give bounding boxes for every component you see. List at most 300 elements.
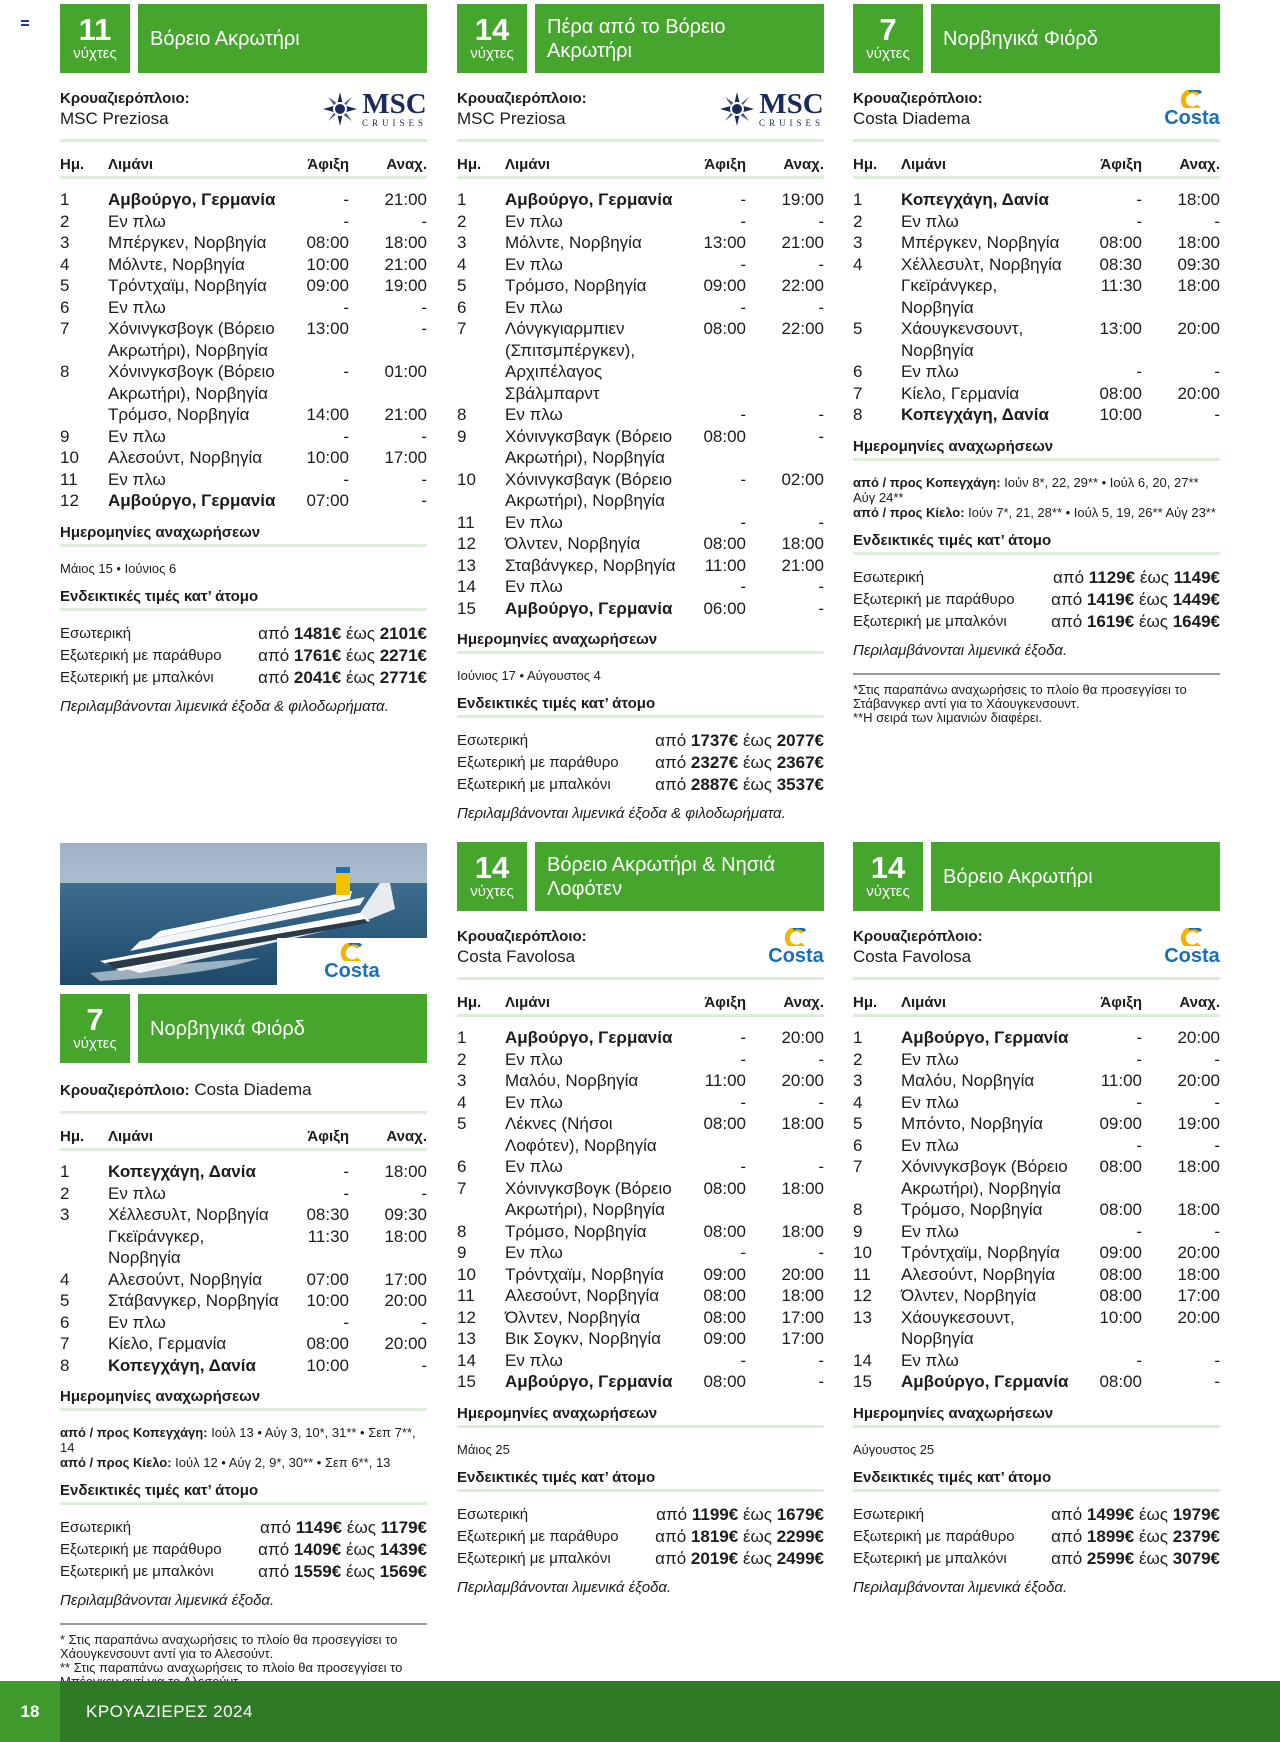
port-cell: Τρόμσο, Νορβηγία bbox=[505, 1221, 647, 1241]
departure-cell: - bbox=[818, 297, 824, 317]
itinerary-row bbox=[60, 1333, 427, 1355]
day-cell: 8 bbox=[853, 1200, 863, 1219]
price-range bbox=[637, 774, 825, 796]
nights-count: 14 bbox=[870, 850, 906, 885]
nights-badge bbox=[457, 4, 527, 73]
from-label: από bbox=[258, 645, 290, 665]
itinerary-row bbox=[60, 1161, 427, 1183]
port-cell: Μπέργκεν, Νορβηγία bbox=[901, 233, 1060, 252]
from-label: από bbox=[258, 667, 290, 687]
nights-count: 14 bbox=[474, 12, 510, 47]
port-cell: Μαλόυ, Νορβηγία bbox=[505, 1071, 639, 1090]
cabin-type: Εσωτερική bbox=[457, 732, 529, 749]
itinerary-row bbox=[457, 232, 824, 254]
price-max: 2367€ bbox=[776, 753, 824, 772]
nights-badge bbox=[853, 842, 923, 911]
departure-cell: - bbox=[421, 211, 427, 231]
day-cell: 3 bbox=[60, 233, 70, 252]
port-cell: Χάουγκεσουντ, Νορβηγία bbox=[901, 1307, 1015, 1348]
day-cell: 8 bbox=[60, 362, 70, 381]
port-cell: Μπέργκεν, Νορβηγία bbox=[108, 233, 267, 252]
footnotes bbox=[853, 673, 1220, 725]
day-cell bbox=[853, 275, 901, 318]
port-cell: Αμβούργο, Γερμανία bbox=[901, 1372, 1069, 1391]
page-number: 18 bbox=[0, 1681, 60, 1742]
departure-cell: 21:00 bbox=[384, 405, 427, 424]
ship-name: Costa Favolosa bbox=[853, 947, 972, 966]
departure-cell: - bbox=[421, 1312, 427, 1332]
price-min: 1499€ bbox=[1086, 1504, 1135, 1524]
itinerary-table bbox=[60, 1124, 427, 1376]
price-min: 2041€ bbox=[293, 667, 342, 687]
ship-info bbox=[457, 927, 587, 967]
price-min: 1149€ bbox=[295, 1518, 343, 1537]
day-cell: 2 bbox=[853, 1049, 863, 1069]
itinerary-row bbox=[457, 1113, 824, 1156]
day-cell: 3 bbox=[853, 233, 863, 252]
costa-wordmark: Costa bbox=[324, 959, 380, 982]
day-cell: 10 bbox=[457, 1264, 476, 1284]
arrival-cell: - bbox=[343, 362, 349, 381]
port-cell: Όλντεν, Νορβηγία bbox=[505, 534, 641, 553]
port-cell: Γκεϊράνγκερ, Νορβηγία bbox=[108, 1226, 205, 1267]
cabin-type: Εξωτερική με παράθυρο bbox=[60, 1541, 222, 1558]
price-max: 1149€ bbox=[1173, 567, 1220, 587]
departure-cell: 17:00 bbox=[384, 1269, 427, 1289]
departure-cell: 18:00 bbox=[1177, 276, 1220, 295]
day-cell: 9 bbox=[457, 426, 467, 446]
departure-cell: 22:00 bbox=[781, 276, 824, 295]
cabin-type: Εξωτερική με παράθυρο bbox=[60, 646, 222, 664]
ship-info bbox=[457, 89, 587, 129]
port-cell: Αμβούργο, Γερμανία bbox=[505, 190, 673, 209]
price-range bbox=[240, 1561, 428, 1583]
prices-heading: Ενδεικτικές τιμές κατ’ άτομο bbox=[853, 1467, 1220, 1492]
price-row bbox=[60, 645, 427, 667]
ship-row bbox=[853, 925, 1220, 980]
itinerary-row bbox=[457, 1242, 824, 1264]
day-cell: 11 bbox=[60, 469, 78, 489]
arrival-cell: 11:00 bbox=[704, 1071, 746, 1090]
ship-row bbox=[457, 925, 824, 980]
price-row bbox=[60, 667, 427, 689]
price-min: 2019€ bbox=[690, 1548, 739, 1568]
prices-heading: Ενδεικτικές τιμές κατ’ άτομο bbox=[853, 530, 1220, 555]
itinerary-row bbox=[853, 189, 1220, 211]
itinerary-row bbox=[60, 1204, 427, 1226]
to-label: έως bbox=[346, 1518, 376, 1537]
port-cell: Κοπεγχάγη, Δανία bbox=[901, 405, 1049, 424]
itinerary-row bbox=[457, 555, 824, 577]
price-row bbox=[457, 1526, 824, 1548]
itinerary-row bbox=[457, 318, 824, 404]
itinerary-header-row bbox=[457, 990, 824, 1016]
departure-cell: 19:00 bbox=[781, 190, 824, 209]
cruise-title: Νορβηγικά Φιόρδ bbox=[138, 994, 427, 1063]
itinerary-row bbox=[60, 275, 427, 297]
day-cell: 7 bbox=[457, 319, 467, 338]
arrival-cell: - bbox=[740, 405, 746, 424]
day-cell: 15 bbox=[457, 1372, 476, 1391]
price-max: 2101€ bbox=[379, 623, 427, 643]
prices-heading: Ενδεικτικές τιμές κατ’ άτομο bbox=[457, 693, 824, 718]
port-cell: Εν πλω bbox=[901, 1221, 959, 1241]
price-max: 1679€ bbox=[776, 1504, 824, 1524]
included-note: Περιλαμβάνονται λιμενικά έξοδα & φιλοδωρήματα. bbox=[457, 805, 786, 822]
price-range bbox=[1033, 1504, 1221, 1526]
prices-table bbox=[457, 730, 824, 796]
port-cell: Χόνινγκσβογκ (Βόρειο Ακρωτήρι), Νορβηγία bbox=[108, 319, 275, 360]
prices-heading: Ενδεικτικές τιμές κατ’ άτομο bbox=[457, 1467, 824, 1492]
col-port: Λιμάνι bbox=[108, 152, 279, 178]
spacer-row bbox=[457, 178, 824, 190]
from-label: από bbox=[258, 623, 290, 643]
costa-logo bbox=[1164, 928, 1220, 966]
arrival-cell: - bbox=[740, 1049, 746, 1069]
ship-row bbox=[60, 87, 427, 142]
departure-line bbox=[853, 1442, 1220, 1457]
departure-cell: - bbox=[421, 1183, 427, 1203]
costa-c-icon bbox=[1177, 928, 1207, 946]
itinerary-row bbox=[853, 1242, 1220, 1264]
day-cell: 4 bbox=[60, 1269, 70, 1289]
departure-cell: - bbox=[1214, 1221, 1220, 1241]
port-cell: Τρόντχαϊμ, Νορβηγία bbox=[108, 276, 267, 295]
departure-cell: 18:00 bbox=[1177, 1157, 1220, 1176]
arrival-cell: - bbox=[343, 211, 349, 231]
arrival-cell: - bbox=[1136, 211, 1142, 231]
departure-cell: - bbox=[1214, 1350, 1220, 1370]
departure-cell: - bbox=[818, 1350, 824, 1370]
port-cell: Κίελο, Γερμανία bbox=[901, 383, 1020, 403]
itinerary-row bbox=[457, 598, 824, 620]
msc-compass-icon bbox=[322, 91, 358, 127]
costa-wordmark: Costa bbox=[768, 945, 824, 967]
msc-logo bbox=[322, 87, 427, 128]
departure-cell: - bbox=[818, 1243, 824, 1262]
itinerary-table bbox=[457, 152, 824, 619]
from-label: από bbox=[655, 731, 687, 750]
msc-logo bbox=[719, 87, 824, 128]
departure-cell: 22:00 bbox=[781, 319, 824, 338]
departure-line bbox=[457, 1442, 824, 1457]
departure-cell: 18:00 bbox=[781, 534, 824, 553]
day-cell: 9 bbox=[60, 426, 70, 446]
arrival-cell: 11:00 bbox=[704, 555, 746, 575]
day-cell: 12 bbox=[457, 1307, 476, 1327]
to-label: έως bbox=[345, 1562, 375, 1581]
departure-dates bbox=[853, 1442, 1220, 1457]
port-cell: Εν πλω bbox=[901, 211, 959, 231]
arrival-cell: - bbox=[343, 469, 349, 489]
price-row bbox=[853, 1548, 1220, 1570]
price-min: 1129€ bbox=[1088, 567, 1136, 587]
itinerary-row bbox=[853, 383, 1220, 405]
price-range bbox=[240, 667, 428, 689]
itinerary-row bbox=[853, 1307, 1220, 1350]
arrival-cell: - bbox=[343, 1162, 349, 1181]
departure-cell: 18:00 bbox=[384, 1226, 427, 1246]
cabin-type: Εξωτερική με μπαλκόνι bbox=[853, 612, 1007, 630]
col-departure: Αναχ. bbox=[1150, 152, 1220, 178]
arrival-cell: 10:00 bbox=[306, 1355, 349, 1375]
port-cell: Τρόντχαϊμ, Νορβηγία bbox=[901, 1243, 1060, 1262]
day-cell: 6 bbox=[60, 1312, 70, 1332]
day-cell: 3 bbox=[60, 1205, 70, 1224]
price-range bbox=[1033, 1548, 1221, 1570]
price-max: 2379€ bbox=[1172, 1526, 1220, 1546]
price-row bbox=[457, 752, 824, 774]
departure-cell: 20:00 bbox=[1177, 319, 1220, 338]
price-range bbox=[637, 1548, 825, 1570]
arrival-cell: 07:00 bbox=[306, 1269, 349, 1289]
itinerary-row bbox=[853, 1070, 1220, 1092]
included-note: Περιλαμβάνονται λιμενικά έξοδα. bbox=[60, 1592, 275, 1609]
departure-cell: 18:00 bbox=[1177, 233, 1220, 252]
day-cell: 7 bbox=[457, 1178, 467, 1198]
arrival-cell: - bbox=[740, 1092, 746, 1112]
ship-label: Κρουαζιερόπλοιο: bbox=[60, 90, 190, 107]
itinerary-row bbox=[457, 1285, 824, 1307]
col-arrival: Άφιξη bbox=[676, 990, 754, 1016]
departure-cell: 20:00 bbox=[1177, 1307, 1220, 1327]
col-day: Ημ. bbox=[457, 152, 505, 178]
cabin-type: Εσωτερική bbox=[60, 1519, 132, 1536]
day-cell: 7 bbox=[60, 1334, 70, 1353]
departure-cell: 09:30 bbox=[384, 1205, 427, 1224]
arrival-cell: 10:00 bbox=[306, 448, 349, 467]
itinerary-row bbox=[853, 1135, 1220, 1157]
port-cell: Χόνινγκσβογκ (Βόρειο Ακρωτήρι), Νορβηγία bbox=[505, 1178, 672, 1219]
to-label: έως bbox=[345, 1540, 375, 1559]
port-cell: Χέλλεσυλτ, Νορβηγία bbox=[901, 254, 1062, 274]
itinerary-row bbox=[457, 576, 824, 598]
included-note: Περιλαμβάνονται λιμενικά έξοδα. bbox=[457, 1578, 672, 1596]
departure-cell: 19:00 bbox=[384, 276, 427, 295]
port-cell: Μαλόυ, Νορβηγία bbox=[901, 1071, 1035, 1090]
arrival-cell: 08:00 bbox=[703, 319, 746, 338]
departure-dates bbox=[457, 1442, 824, 1457]
port-cell: Χάουγκενσουντ, Νορβηγία bbox=[901, 319, 1024, 360]
itinerary-row bbox=[60, 1312, 427, 1334]
day-cell: 2 bbox=[60, 211, 70, 231]
arrival-cell: 08:00 bbox=[1099, 1286, 1142, 1305]
day-cell: 7 bbox=[60, 319, 70, 338]
port-cell: Αλεσούντ, Νορβηγία bbox=[505, 1286, 660, 1305]
to-label: έως bbox=[1138, 1526, 1168, 1546]
cabin-type: Εξωτερική με μπαλκόνι bbox=[853, 1549, 1007, 1567]
to-label: έως bbox=[742, 775, 772, 794]
arrival-cell: - bbox=[343, 1312, 349, 1332]
costa-logo bbox=[324, 943, 380, 981]
price-max: 3537€ bbox=[776, 775, 824, 794]
arrival-cell: - bbox=[1136, 1350, 1142, 1370]
arrival-cell: - bbox=[343, 297, 349, 317]
price-row bbox=[60, 1539, 427, 1561]
costa-c-icon bbox=[781, 928, 811, 946]
departure-cell: 18:00 bbox=[384, 1162, 427, 1181]
arrival-cell: 13:00 bbox=[1099, 319, 1142, 338]
itinerary-row bbox=[457, 1156, 824, 1178]
departure-cell: 21:00 bbox=[781, 233, 824, 252]
itinerary-table bbox=[457, 990, 824, 1393]
departure-dates-text: Μάιος 15 • Ιούνιος 6 bbox=[60, 560, 177, 576]
cruise-title: Πέρα από το Βόρειο Ακρωτήρι bbox=[535, 4, 824, 73]
arrival-cell: 10:00 bbox=[306, 1291, 349, 1310]
price-range bbox=[1033, 611, 1221, 633]
to-label: έως bbox=[742, 753, 772, 772]
itinerary-row bbox=[457, 1371, 824, 1393]
price-min: 1481€ bbox=[293, 623, 342, 643]
itinerary-header-row bbox=[853, 990, 1220, 1016]
arrival-cell: 08:00 bbox=[703, 534, 746, 553]
itinerary-row bbox=[457, 1178, 824, 1221]
col-arrival: Άφιξη bbox=[1072, 152, 1150, 178]
price-range bbox=[240, 1539, 428, 1561]
col-day: Ημ. bbox=[60, 1124, 108, 1150]
departure-cell: 18:00 bbox=[1177, 1264, 1220, 1284]
departure-cell: - bbox=[1214, 1092, 1220, 1112]
departures-heading: Ημερομηνίες αναχωρήσεων bbox=[457, 629, 824, 654]
departure-port: από / προς Κοπεγχάγη: bbox=[60, 1425, 208, 1440]
departure-port: από / προς Κίελο: bbox=[853, 504, 965, 520]
col-day: Ημ. bbox=[60, 152, 108, 178]
col-day: Ημ. bbox=[853, 152, 901, 178]
itinerary-row bbox=[60, 361, 427, 404]
nights-count: 11 bbox=[78, 12, 112, 47]
day-cell bbox=[60, 404, 108, 426]
arrival-cell: - bbox=[740, 190, 746, 209]
nights-label: νύχτες bbox=[470, 883, 514, 900]
price-row bbox=[457, 730, 824, 752]
itinerary-table bbox=[60, 152, 427, 512]
col-arrival: Άφιξη bbox=[1072, 990, 1150, 1016]
departure-cell: - bbox=[421, 297, 427, 317]
arrival-cell: 09:00 bbox=[703, 1329, 746, 1348]
price-max: 2499€ bbox=[776, 1548, 824, 1568]
from-label: από bbox=[656, 1504, 688, 1524]
costa-c-icon bbox=[1177, 90, 1207, 108]
departure-cell: 17:00 bbox=[1177, 1286, 1220, 1305]
day-cell: 6 bbox=[853, 362, 863, 381]
port-cell: Εν πλω bbox=[901, 1049, 959, 1069]
departure-cell: - bbox=[818, 426, 824, 446]
cabin-type: Εξωτερική με μπαλκόνι bbox=[60, 668, 214, 686]
port-cell: Εν πλω bbox=[505, 1049, 563, 1069]
day-cell: 1 bbox=[853, 190, 863, 209]
cruise-title: Βόρειο Ακρωτήρι bbox=[931, 842, 1220, 911]
nights-count: 7 bbox=[879, 12, 897, 47]
cabin-type: Εσωτερική bbox=[457, 1505, 529, 1523]
itinerary-row bbox=[457, 1049, 824, 1071]
departure-dates-text: Αύγουστος 25 bbox=[853, 1441, 935, 1457]
itinerary-row bbox=[60, 1183, 427, 1205]
nights-label: νύχτες bbox=[866, 883, 910, 900]
departure-cell: 19:00 bbox=[1177, 1114, 1220, 1133]
port-cell: Αλεσούντ, Νορβηγία bbox=[108, 1269, 263, 1289]
from-label: από bbox=[258, 1562, 290, 1581]
from-label: από bbox=[1051, 589, 1083, 609]
day-cell: 8 bbox=[457, 1221, 467, 1241]
from-label: από bbox=[1051, 611, 1083, 631]
port-cell: Εν πλω bbox=[108, 211, 166, 231]
port-cell: Εν πλω bbox=[505, 1092, 563, 1112]
arrival-cell: 10:00 bbox=[306, 254, 349, 274]
col-port: Λιμάνι bbox=[108, 1124, 279, 1150]
port-cell: Εν πλω bbox=[901, 1135, 959, 1155]
day-cell: 6 bbox=[457, 1157, 467, 1176]
departure-line bbox=[60, 1455, 427, 1470]
port-cell: Χόνινγκσβαγκ (Βόρειο Ακρωτήρι), Νορβηγία bbox=[505, 469, 673, 510]
col-port: Λιμάνι bbox=[901, 990, 1072, 1016]
arrival-cell: 08:00 bbox=[703, 1286, 746, 1305]
spacer-cell bbox=[853, 178, 1220, 190]
itinerary-row bbox=[457, 1264, 824, 1286]
departure-dates bbox=[853, 475, 1220, 520]
day-cell: 2 bbox=[457, 1049, 467, 1069]
cabin-type: Εσωτερική bbox=[60, 624, 132, 642]
departure-cell: 18:00 bbox=[781, 1221, 824, 1241]
from-label: από bbox=[1053, 567, 1085, 587]
itinerary-row bbox=[457, 512, 824, 534]
spacer-cell bbox=[60, 1150, 427, 1162]
day-cell: 11 bbox=[853, 1264, 871, 1284]
itinerary-row bbox=[60, 404, 427, 426]
departure-cell: - bbox=[818, 598, 824, 618]
departure-dates bbox=[457, 668, 824, 683]
departure-dates-text: Ιούλ 12 • Αύγ 2, 9*, 30** • Σεπ 6**, 13 bbox=[175, 1455, 391, 1470]
col-departure: Αναχ. bbox=[357, 1124, 427, 1150]
price-min: 1409€ bbox=[293, 1540, 342, 1559]
itinerary-header-row bbox=[853, 152, 1220, 178]
card-header bbox=[60, 994, 427, 1063]
port-cell: Τρόμσο, Νορβηγία bbox=[505, 276, 647, 295]
day-cell: 7 bbox=[853, 1157, 863, 1176]
card-header bbox=[457, 842, 824, 911]
departure-cell: 20:00 bbox=[384, 1334, 427, 1353]
col-arrival: Άφιξη bbox=[279, 1124, 357, 1150]
spacer-row bbox=[853, 1016, 1220, 1028]
to-label: έως bbox=[742, 1526, 772, 1546]
itinerary-row bbox=[457, 1092, 824, 1114]
day-cell: 10 bbox=[853, 1243, 872, 1262]
cruise-card-lofoten bbox=[457, 842, 824, 1598]
departure-cell: 20:00 bbox=[1177, 1028, 1220, 1047]
prices-table bbox=[853, 1504, 1220, 1570]
cruise-card-fjords-copenhagen bbox=[853, 4, 1220, 725]
day-cell: 8 bbox=[457, 405, 467, 424]
day-cell: 8 bbox=[853, 405, 863, 424]
price-min: 1737€ bbox=[690, 731, 739, 750]
cabin-type: Εξωτερική με μπαλκόνι bbox=[60, 1563, 214, 1580]
day-cell: 2 bbox=[457, 211, 467, 231]
port-cell: Εν πλω bbox=[505, 1243, 563, 1262]
card-header bbox=[457, 4, 824, 73]
prices-heading: Ενδεικτικές τιμές κατ’ άτομο bbox=[60, 586, 427, 611]
arrival-cell: 08:00 bbox=[306, 233, 349, 252]
itinerary-row bbox=[457, 1307, 824, 1329]
port-cell: Τρόντχαϊμ, Νορβηγία bbox=[505, 1264, 664, 1284]
day-cell: 4 bbox=[457, 254, 467, 274]
departure-cell: 01:00 bbox=[384, 362, 427, 381]
day-cell: 14 bbox=[457, 1350, 476, 1370]
itinerary-row bbox=[457, 211, 824, 233]
from-label: από bbox=[655, 775, 687, 794]
port-cell: Εν πλω bbox=[108, 297, 166, 317]
footnote: **Η σειρά των λιμανιών διαφέρει. bbox=[853, 709, 1043, 725]
departures-heading: Ημερομηνίες αναχωρήσεων bbox=[60, 522, 427, 547]
itinerary-row bbox=[60, 469, 427, 491]
